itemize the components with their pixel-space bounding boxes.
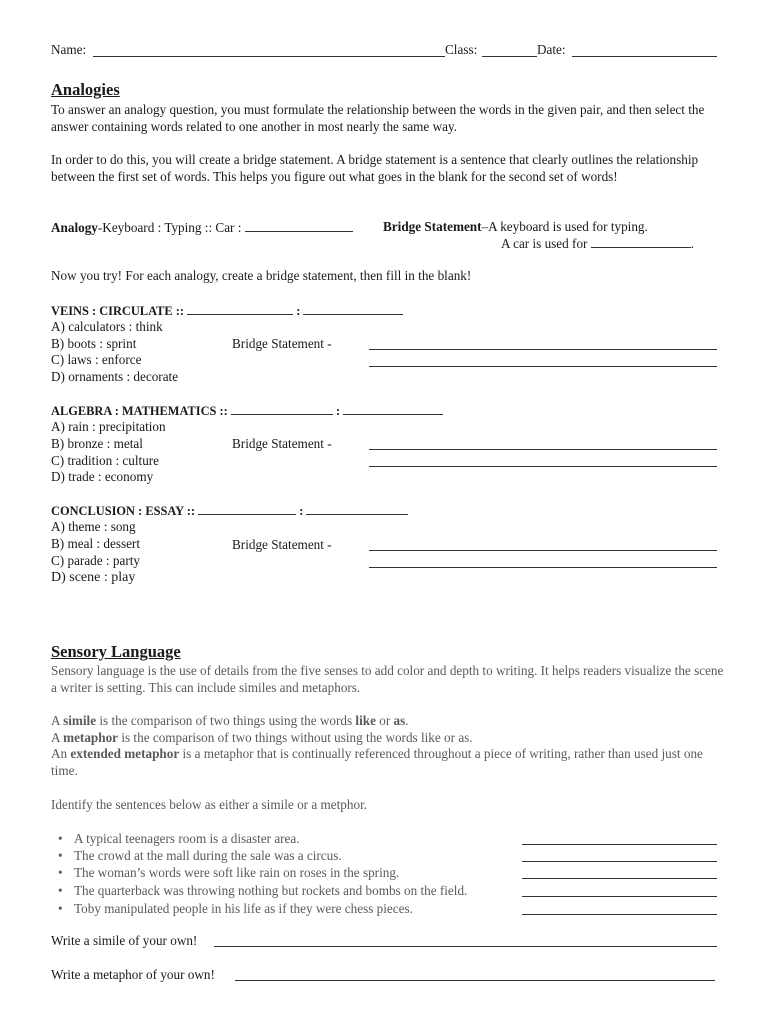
q3-bridge-line-2[interactable]	[369, 567, 717, 568]
q3-bridge-line-1[interactable]	[369, 550, 717, 551]
q3-option-c[interactable]: C) parade : party	[51, 553, 140, 568]
q1-bridge-line-1[interactable]	[369, 349, 717, 350]
q3-option-d[interactable]: D) scene : play	[51, 570, 136, 585]
sensory-title: Sensory Language	[51, 642, 181, 661]
analogies-intro: To answer an analogy question, you must formulate the relationship between the words in the given pair, and then select the answer containing words related to one another in most nearly the same way.	[51, 102, 705, 134]
q3-blank-1[interactable]	[198, 502, 296, 515]
question-1-stem: VEINS : CIRCULATE :: :	[51, 302, 403, 319]
write-simile-label: Write a simile of your own!	[51, 933, 198, 948]
q3-bridge-label: Bridge Statement -	[232, 537, 332, 552]
example-bridge-blank[interactable]	[591, 235, 691, 248]
write-metaphor-line[interactable]	[235, 980, 715, 981]
q3-option-a[interactable]: A) theme : song	[51, 519, 136, 534]
try-instructions: Now you try! For each analogy, create a bridge statement, then fill in the blank!	[51, 268, 472, 283]
name-field[interactable]	[93, 56, 445, 57]
class-field[interactable]	[482, 56, 537, 57]
sentence-answer-2[interactable]	[522, 861, 717, 862]
identify-instructions: Identify the sentences below as either a simile or a metphor.	[51, 797, 368, 812]
class-label: Class:	[445, 42, 478, 57]
metaphor-definition: A metaphor is the comparison of two things without using the words like or as.	[51, 730, 473, 745]
date-label: Date:	[537, 42, 566, 57]
q2-option-b[interactable]: B) bronze : metal	[51, 436, 143, 451]
q1-bridge-line-2[interactable]	[369, 366, 717, 367]
sentence-answer-4[interactable]	[522, 896, 717, 897]
q1-bridge-label: Bridge Statement -	[232, 336, 332, 351]
sentence-answer-5[interactable]	[522, 914, 717, 915]
write-simile-line[interactable]	[214, 946, 717, 947]
q2-option-a[interactable]: A) rain : precipitation	[51, 419, 166, 434]
example-blank[interactable]	[245, 219, 353, 232]
sentence-item: • The crowd at the mall during the sale was a circus.	[60, 848, 342, 864]
q2-blank-1[interactable]	[231, 402, 333, 415]
q2-bridge-label: Bridge Statement -	[232, 436, 332, 451]
q1-option-a[interactable]: A) calculators : think	[51, 319, 163, 334]
q2-bridge-line-2[interactable]	[369, 466, 717, 467]
sentence-item: • Toby manipulated people in his life as if they were chess pieces.	[60, 901, 413, 917]
sentence-item: • A typical teenagers room is a disaster area.	[60, 831, 300, 847]
sentence-item: • The quarterback was throwing nothing but rockets and bombs on the field.	[60, 883, 467, 899]
bridge-intro: In order to do this, you will create a bridge statement. A bridge statement is a sentence that clearly outlines the relationship between the first set of words. This helps you figure out what goes in the blank for the second set of words!	[51, 152, 699, 184]
q1-option-d[interactable]: D) ornaments : decorate	[51, 369, 179, 384]
extended-metaphor-definition: An extended metaphor is a metaphor that is continually referenced throughout a piece of writing, rather than used just one time.	[51, 746, 703, 778]
date-field[interactable]	[572, 56, 717, 57]
q1-option-c[interactable]: C) laws : enforce	[51, 352, 142, 367]
q3-blank-2[interactable]	[306, 502, 408, 515]
q3-option-b[interactable]: B) meal : dessert	[51, 536, 140, 551]
question-2-stem: ALGEBRA : MATHEMATICS :: :	[51, 402, 443, 419]
sentence-item: • The woman’s words were soft like rain on roses in the spring.	[60, 865, 399, 881]
sentence-answer-1[interactable]	[522, 844, 717, 845]
question-3-stem: CONCLUSION : ESSAY :: :	[51, 502, 408, 519]
sensory-intro: Sensory language is the use of details from the five senses to add color and depth to writing. It helps readers visualize the scene a writer is setting. This can include similes and metaphors.	[51, 663, 724, 695]
q2-bridge-line-1[interactable]	[369, 449, 717, 450]
q2-option-d[interactable]: D) trade : economy	[51, 469, 154, 484]
write-metaphor-label: Write a metaphor of your own!	[51, 967, 215, 982]
q1-blank-1[interactable]	[187, 302, 293, 315]
analogies-title: Analogies	[51, 80, 120, 99]
example-analogy: Analogy-Keyboard : Typing :: Car :	[51, 219, 353, 236]
q2-option-c[interactable]: C) tradition : culture	[51, 453, 160, 468]
q1-option-b[interactable]: B) boots : sprint	[51, 336, 137, 351]
q2-blank-2[interactable]	[343, 402, 443, 415]
example-bridge-line2: A car is used for .	[501, 236, 695, 251]
example-bridge: Bridge Statement–A keyboard is used for typing.	[383, 219, 648, 234]
sentence-answer-3[interactable]	[522, 878, 717, 879]
simile-definition: A simile is the comparison of two things using the words like or as.	[51, 713, 409, 728]
name-label: Name:	[51, 42, 87, 57]
q1-blank-2[interactable]	[303, 302, 403, 315]
